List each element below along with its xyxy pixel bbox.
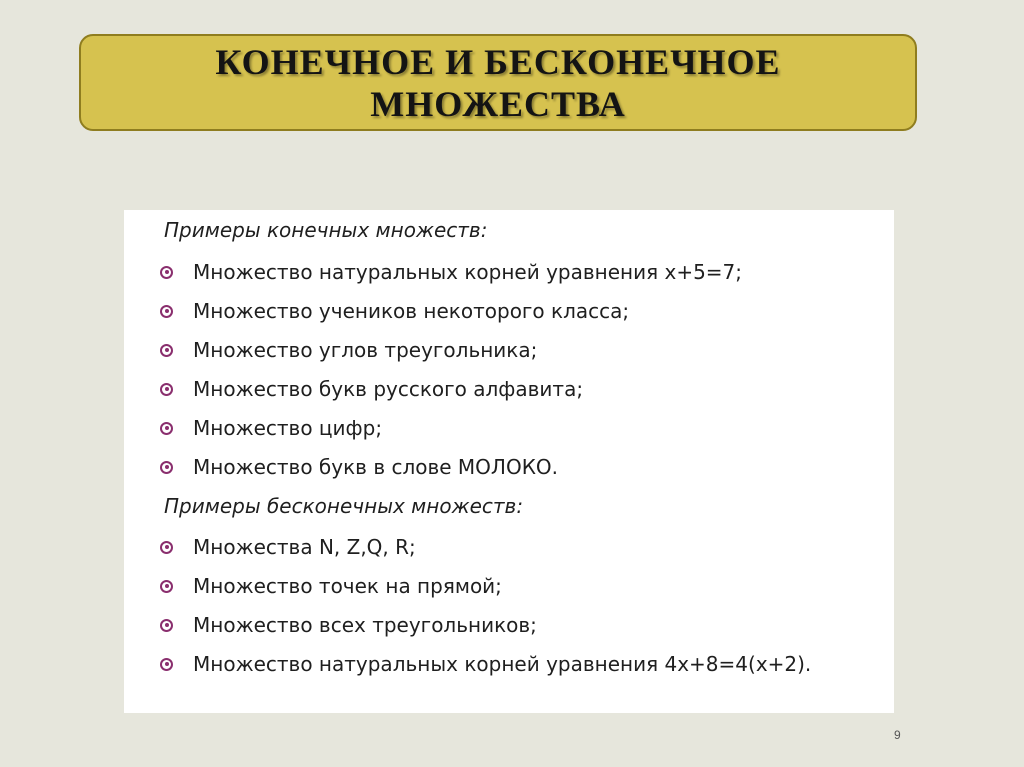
list-item-text: Множество учеников некоторого класса; [193,299,630,323]
list-item-text: Множество точек на прямой; [193,574,502,598]
list-item [160,571,502,601]
circle-dot-icon [160,305,173,318]
list-item-text: Множество букв в слове МОЛОКО. [193,455,558,479]
list-item-text: Множество всех треугольников; [193,613,537,637]
circle-dot-icon [160,658,173,671]
list-item [160,296,629,326]
circle-dot-icon [160,344,173,357]
circle-dot-icon [160,383,173,396]
circle-dot-icon [160,580,173,593]
list-item [160,532,416,562]
list-item [160,257,742,287]
list-item-text: Множество углов треугольника; [193,338,538,362]
list-item [160,649,811,679]
circle-dot-icon [160,266,173,279]
list-item [160,413,382,443]
title-banner [79,34,917,131]
list-item [160,335,537,365]
circle-dot-icon [160,422,173,435]
list-item-text: Множества N, Z,Q, R; [193,535,416,559]
list-item-text: Множество натуральных корней уравнения х+5=7; [193,260,743,284]
circle-dot-icon [160,541,173,554]
list-item [160,374,583,404]
list-item-text: Множество букв русского алфавита; [193,377,584,401]
circle-dot-icon [160,461,173,474]
infinite-sets-heading: Примеры бесконечных множеств: [164,494,524,518]
page-number: 9 [894,728,901,742]
list-item-text: Множество натуральных корней уравнения 4х+8=4(х+2). [193,652,812,676]
circle-dot-icon [160,619,173,632]
list-item-text: Множество цифр; [193,416,383,440]
list-item [160,610,537,640]
finite-sets-heading: Примеры конечных множеств: [164,218,488,242]
list-item [160,452,558,482]
slide-title: КОНЕЧНОЕ И БЕСКОНЕЧНОЕ МНОЖЕСТВА [215,41,781,124]
